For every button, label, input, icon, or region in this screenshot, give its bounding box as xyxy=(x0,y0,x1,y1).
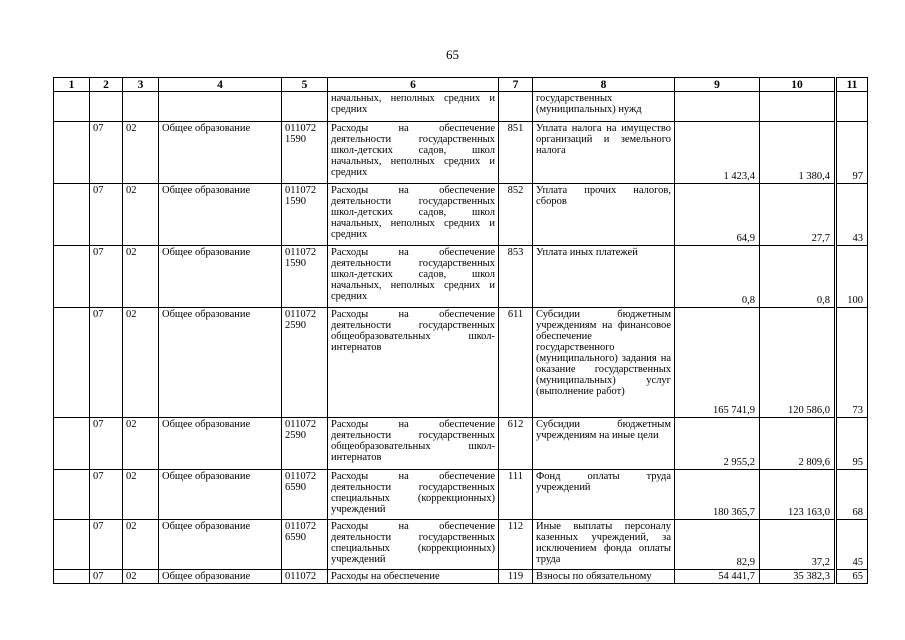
table-cell-col5 xyxy=(282,92,328,122)
col-header: 7 xyxy=(499,78,533,92)
table-cell-col7 xyxy=(499,92,533,122)
table-row xyxy=(54,570,868,584)
table-cell-col9: 2 955,2 xyxy=(675,418,760,470)
table-cell-col7: 119 xyxy=(499,570,533,584)
table-cell-col6: Расходы на обеспечение деятельности государственных общеобразовательных школ-интернатов xyxy=(328,418,499,470)
table-cell-col6: Расходы на обеспечение xyxy=(328,570,499,584)
table-cell-col5: 011072 xyxy=(282,570,328,584)
table-row xyxy=(54,470,868,520)
table-cell-col11: 97 xyxy=(836,122,868,184)
table-row xyxy=(54,418,868,470)
table-cell-col3: 02 xyxy=(123,122,159,184)
table-cell-col10 xyxy=(760,92,836,122)
table-cell-col3: 02 xyxy=(123,470,159,520)
table-cell-col4: Общее образование xyxy=(159,122,282,184)
table-row xyxy=(54,520,868,570)
table-cell-col11: 100 xyxy=(836,246,868,308)
table-cell-col8: Взносы по обязательному xyxy=(533,570,675,584)
table-cell-col8: Уплата иных платежей xyxy=(533,246,675,308)
table-cell-col2: 07 xyxy=(90,246,123,308)
table-cell-col5: 011072 2590 xyxy=(282,418,328,470)
table-cell-col6: Расходы на обеспечение деятельности государственных школ-детских садов, школ начальных, неполных средних и средних xyxy=(328,184,499,246)
table-row xyxy=(54,184,868,246)
col-header: 11 xyxy=(836,78,868,92)
table-cell-col3: 02 xyxy=(123,246,159,308)
table-cell-col8: Фонд оплаты труда учреждений xyxy=(533,470,675,520)
table-cell-col7: 112 xyxy=(499,520,533,570)
table-cell-col3: 02 xyxy=(123,520,159,570)
table-cell-col7: 111 xyxy=(499,470,533,520)
table-cell-col10: 35 382,3 xyxy=(760,570,836,584)
table-cell-col10: 0,8 xyxy=(760,246,836,308)
table-cell-col11: 65 xyxy=(836,570,868,584)
table-cell-col4: Общее образование xyxy=(159,570,282,584)
table-cell-col1 xyxy=(54,418,90,470)
table-row xyxy=(54,308,868,418)
table-cell-col7: 851 xyxy=(499,122,533,184)
table-row xyxy=(54,92,868,122)
table-cell-col1 xyxy=(54,570,90,584)
table-cell-col3 xyxy=(123,92,159,122)
table-cell-col3: 02 xyxy=(123,308,159,418)
table-cell-col11 xyxy=(836,92,868,122)
table-cell-col8: Субсидии бюджетным учреждениям на финансовое обеспечение государственного (муниципального) задания на оказание государственных (муниципальных) услуг (выполнение работ) xyxy=(533,308,675,418)
table-cell-col3: 02 xyxy=(123,570,159,584)
col-header: 2 xyxy=(90,78,123,92)
col-header: 1 xyxy=(54,78,90,92)
table-cell-col8: Уплата налога на имущество организаций и земельного налога xyxy=(533,122,675,184)
table-cell-col9: 64,9 xyxy=(675,184,760,246)
table-cell-col10: 2 809,6 xyxy=(760,418,836,470)
table-cell-col10: 37,2 xyxy=(760,520,836,570)
table-cell-col7: 611 xyxy=(499,308,533,418)
table-cell-col2: 07 xyxy=(90,418,123,470)
col-header: 8 xyxy=(533,78,675,92)
table-cell-col2: 07 xyxy=(90,184,123,246)
table-cell-col9: 54 441,7 xyxy=(675,570,760,584)
table-cell-col5: 011072 1590 xyxy=(282,184,328,246)
table-row xyxy=(54,122,868,184)
table-cell-col7: 853 xyxy=(499,246,533,308)
table-cell-col11: 45 xyxy=(836,520,868,570)
table-cell-col4 xyxy=(159,92,282,122)
table-cell-col7: 612 xyxy=(499,418,533,470)
table-cell-col1 xyxy=(54,520,90,570)
table-cell-col11: 73 xyxy=(836,308,868,418)
table-cell-col1 xyxy=(54,122,90,184)
table-cell-col2: 07 xyxy=(90,122,123,184)
table-cell-col10: 120 586,0 xyxy=(760,308,836,418)
table-cell-col4: Общее образование xyxy=(159,470,282,520)
col-header: 9 xyxy=(675,78,760,92)
table-cell-col10: 1 380,4 xyxy=(760,122,836,184)
table-cell-col4: Общее образование xyxy=(159,246,282,308)
col-header: 6 xyxy=(328,78,499,92)
table-cell-col11: 43 xyxy=(836,184,868,246)
table-cell-col5: 011072 6590 xyxy=(282,520,328,570)
col-header: 10 xyxy=(760,78,836,92)
table-cell-col11: 68 xyxy=(836,470,868,520)
table-cell-col4: Общее образование xyxy=(159,418,282,470)
table-cell-col3: 02 xyxy=(123,184,159,246)
table-cell-col8: Уплата прочих налогов, сборов xyxy=(533,184,675,246)
table-cell-col11: 95 xyxy=(836,418,868,470)
table-cell-col10: 123 163,0 xyxy=(760,470,836,520)
col-header: 3 xyxy=(123,78,159,92)
table-cell-col9: 165 741,9 xyxy=(675,308,760,418)
table-cell-col6: Расходы на обеспечение деятельности государственных специальных (коррекционных) учреждений xyxy=(328,520,499,570)
page-number: 65 xyxy=(446,47,459,62)
header-row xyxy=(54,78,868,92)
table-cell-col6: Расходы на обеспечение деятельности государственных школ-детских садов, школ начальных, неполных средних и средних xyxy=(328,122,499,184)
table-cell-col1 xyxy=(54,184,90,246)
table-cell-col9: 82,9 xyxy=(675,520,760,570)
table-cell-col1 xyxy=(54,92,90,122)
table-cell-col2 xyxy=(90,92,123,122)
table-cell-col6: Расходы на обеспечение деятельности государственных специальных (коррекционных) учреждений xyxy=(328,470,499,520)
table-cell-col9: 180 365,7 xyxy=(675,470,760,520)
table-cell-col2: 07 xyxy=(90,570,123,584)
table-cell-col8: государственных (муниципальных) нужд xyxy=(533,92,675,122)
table-row xyxy=(54,246,868,308)
table-cell-col4: Общее образование xyxy=(159,520,282,570)
table-cell-col8: Субсидии бюджетным учреждениям на иные цели xyxy=(533,418,675,470)
table-cell-col1 xyxy=(54,470,90,520)
table-cell-col1 xyxy=(54,308,90,418)
table-cell-col5: 011072 1590 xyxy=(282,246,328,308)
table-cell-col5: 011072 2590 xyxy=(282,308,328,418)
table-cell-col9: 1 423,4 xyxy=(675,122,760,184)
table-cell-col6: Расходы на обеспечение деятельности государственных школ-детских садов, школ начальных, неполных средних и средних xyxy=(328,246,499,308)
table-cell-col4: Общее образование xyxy=(159,308,282,418)
table-cell-col5: 011072 6590 xyxy=(282,470,328,520)
col-header: 4 xyxy=(159,78,282,92)
table-cell-col1 xyxy=(54,246,90,308)
table-cell-col9 xyxy=(675,92,760,122)
table-cell-col5: 011072 1590 xyxy=(282,122,328,184)
table-cell-col6: начальных, неполных средних и средних xyxy=(328,92,499,122)
table-cell-col8: Иные выплаты персоналу казенных учреждений, за исключением фонда оплаты труда xyxy=(533,520,675,570)
table-cell-col2: 07 xyxy=(90,520,123,570)
table-cell-col6: Расходы на обеспечение деятельности государственных общеобразовательных школ-интернатов xyxy=(328,308,499,418)
table-cell-col9: 0,8 xyxy=(675,246,760,308)
table-cell-col2: 07 xyxy=(90,308,123,418)
table-cell-col3: 02 xyxy=(123,418,159,470)
table-cell-col7: 852 xyxy=(499,184,533,246)
table-cell-col4: Общее образование xyxy=(159,184,282,246)
table-cell-col2: 07 xyxy=(90,470,123,520)
col-header: 5 xyxy=(282,78,328,92)
budget-table xyxy=(53,77,868,584)
table-cell-col10: 27,7 xyxy=(760,184,836,246)
